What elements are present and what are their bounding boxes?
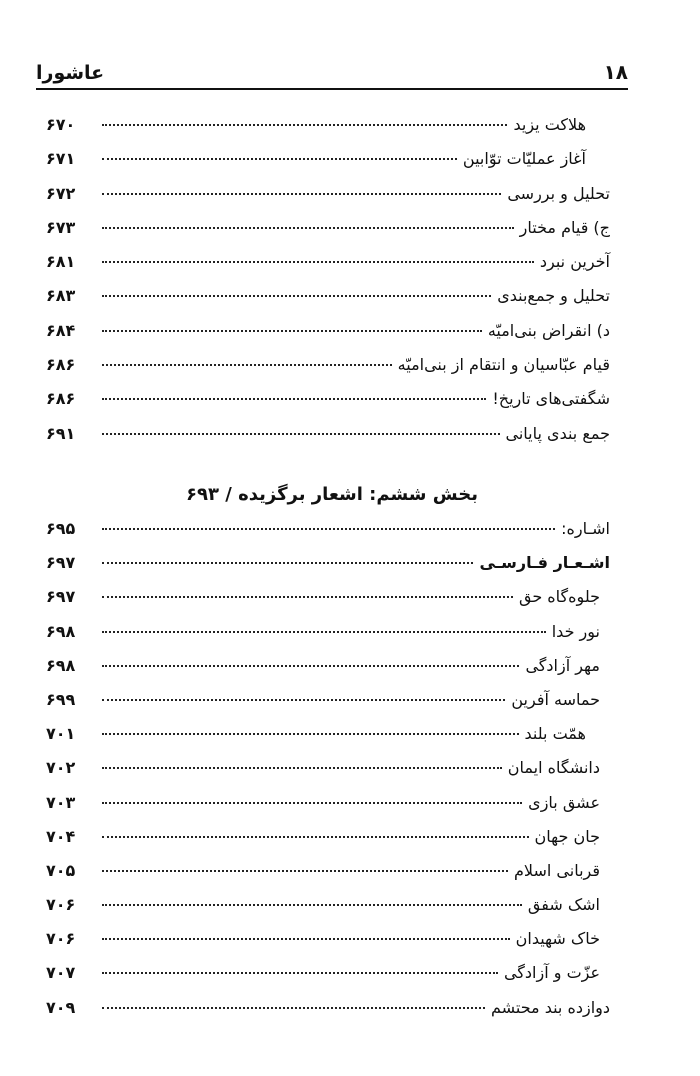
toc-entry-page: ۶۹۷	[46, 553, 76, 573]
toc-entry-title: ج) قیام مختار	[519, 217, 610, 237]
toc-entry-title: اشـاره:	[561, 519, 610, 538]
toc-entry-page: ۶۸۱	[46, 252, 76, 272]
dot-leader	[102, 596, 513, 598]
toc-list-part-2	[46, 519, 610, 1032]
dot-leader	[102, 904, 522, 906]
toc-entry-title: د) انقراض بنی‌امیّه	[487, 320, 610, 340]
toc-entry-page: ۶۹۷	[46, 587, 76, 607]
toc-entry-title: آخرین نبرد	[539, 252, 610, 272]
toc-entry-title: جمع بندی پایانی	[505, 423, 610, 443]
toc-entry	[46, 622, 610, 656]
toc-entry	[46, 690, 610, 724]
toc-entry	[46, 724, 610, 758]
toc-entry-page: ۷۰۹	[46, 997, 76, 1017]
toc-entry-title: نور خدا	[551, 621, 600, 641]
toc-entry-title: عزّت و آزادگی	[503, 963, 600, 983]
toc-entry-page: ۶۸۳	[46, 286, 76, 306]
toc-entry	[46, 389, 610, 423]
toc-entry	[46, 587, 610, 621]
toc-entry-page: ۶۷۲	[46, 183, 76, 203]
toc-entry-page: ۷۰۵	[46, 860, 76, 880]
toc-entry-title: خاک شهیدان	[515, 929, 600, 949]
toc-entry	[46, 998, 610, 1032]
dot-leader	[102, 802, 522, 804]
toc-entry	[46, 252, 610, 286]
toc-entry	[46, 861, 610, 895]
dot-leader	[102, 767, 502, 769]
toc-entry-page: ۶۷۰	[46, 115, 76, 134]
toc-entry-page: ۷۰۱	[46, 724, 76, 744]
toc-entry-page: ۶۷۳	[46, 217, 76, 237]
toc-entry-title: هلاکت یزید	[513, 115, 586, 134]
toc-entry-page: ۷۰۶	[46, 895, 76, 915]
dot-leader	[102, 261, 534, 263]
dot-leader	[102, 972, 498, 974]
toc-entry-title: جان جهان	[534, 826, 600, 846]
dot-leader	[102, 665, 519, 667]
toc-entry	[46, 519, 610, 553]
toc-list-part-1	[46, 115, 610, 458]
toc-entry-title: قیام عبّاسیان و انتقام از بنی‌امیّه	[397, 355, 610, 375]
book-title: عاشورا	[36, 62, 105, 84]
toc-entry-page: ۶۹۸	[46, 621, 76, 641]
toc-entry-title: آغاز عملیّات توّابین	[462, 149, 586, 169]
toc-entry-page: ۶۷۱	[46, 149, 76, 169]
dot-leader	[102, 433, 500, 435]
dot-leader	[102, 295, 491, 297]
toc-entry-page: ۶۹۵	[46, 519, 76, 538]
toc-entry-page: ۷۰۳	[46, 792, 76, 812]
toc-entry-title: تحلیل و جمع‌بندی	[497, 286, 610, 306]
toc-entry-title: همّت بلند	[524, 724, 586, 744]
toc-entry-title: شگفتی‌های تاریخ!	[492, 389, 610, 409]
dot-leader	[102, 193, 501, 195]
toc-entry-title: حماسه آفرین	[511, 689, 600, 709]
section-heading: بخش ششم: اشعار برگزیده / ۶۹۳	[186, 484, 478, 505]
dot-leader	[102, 938, 510, 940]
toc-entry	[46, 218, 610, 252]
toc-entry	[46, 424, 610, 458]
toc-entry	[46, 115, 610, 149]
dot-leader	[102, 733, 519, 735]
toc-entry-title: اشـعـار فـارسـی	[479, 553, 610, 573]
toc-entry	[46, 149, 610, 183]
dot-leader	[102, 158, 457, 160]
toc-entry	[46, 895, 610, 929]
toc-entry-page: ۶۸۶	[46, 389, 76, 409]
toc-entry-title: قربانی اسلام	[514, 860, 600, 880]
dot-leader	[102, 398, 486, 400]
dot-leader	[102, 364, 392, 366]
toc-entry-page: ۶۸۶	[46, 355, 76, 375]
toc-entry-page: ۷۰۷	[46, 963, 76, 983]
toc-entry-page: ۶۹۱	[46, 423, 76, 443]
toc-entry	[46, 321, 610, 355]
toc-entry-page: ۶۹۹	[46, 689, 76, 709]
toc-entry-page: ۷۰۲	[46, 758, 76, 778]
toc-entry-title: دوازده بند محتشم	[490, 997, 610, 1017]
dot-leader	[102, 870, 508, 872]
dot-leader	[102, 1007, 485, 1009]
toc-entry	[46, 286, 610, 320]
toc-entry-title: دانشگاه ایمان	[507, 758, 600, 778]
dot-leader	[102, 836, 529, 838]
toc-entry-title: تحلیل و بررسی	[507, 183, 610, 203]
dot-leader	[102, 699, 505, 701]
toc-entry-page: ۷۰۶	[46, 929, 76, 949]
dot-leader	[102, 528, 555, 530]
dot-leader	[102, 631, 546, 633]
page-number: ۱۸	[603, 60, 628, 84]
toc-entry-title: جلوه‌گاه حق	[518, 587, 600, 607]
toc-entry-page: ۶۹۸	[46, 655, 76, 675]
dot-leader	[102, 124, 507, 126]
toc-entry-page: ۶۸۴	[46, 320, 76, 340]
toc-entry	[46, 758, 610, 792]
toc-entry-page: ۷۰۴	[46, 826, 76, 846]
toc-entry	[46, 963, 610, 997]
toc-entry	[46, 929, 610, 963]
toc-entry-title: اشک شفق	[527, 895, 600, 915]
toc-entry	[46, 184, 610, 218]
toc-entry	[46, 793, 610, 827]
dot-leader	[102, 562, 473, 564]
toc-entry-title: مهر آزادگی	[525, 655, 600, 675]
toc-entry-title: عشق بازی	[528, 792, 600, 812]
dot-leader	[102, 330, 482, 332]
toc-entry	[46, 827, 610, 861]
toc-entry	[46, 355, 610, 389]
page-header	[36, 58, 628, 90]
toc-entry	[46, 656, 610, 690]
toc-entry	[46, 553, 610, 587]
dot-leader	[102, 227, 514, 229]
